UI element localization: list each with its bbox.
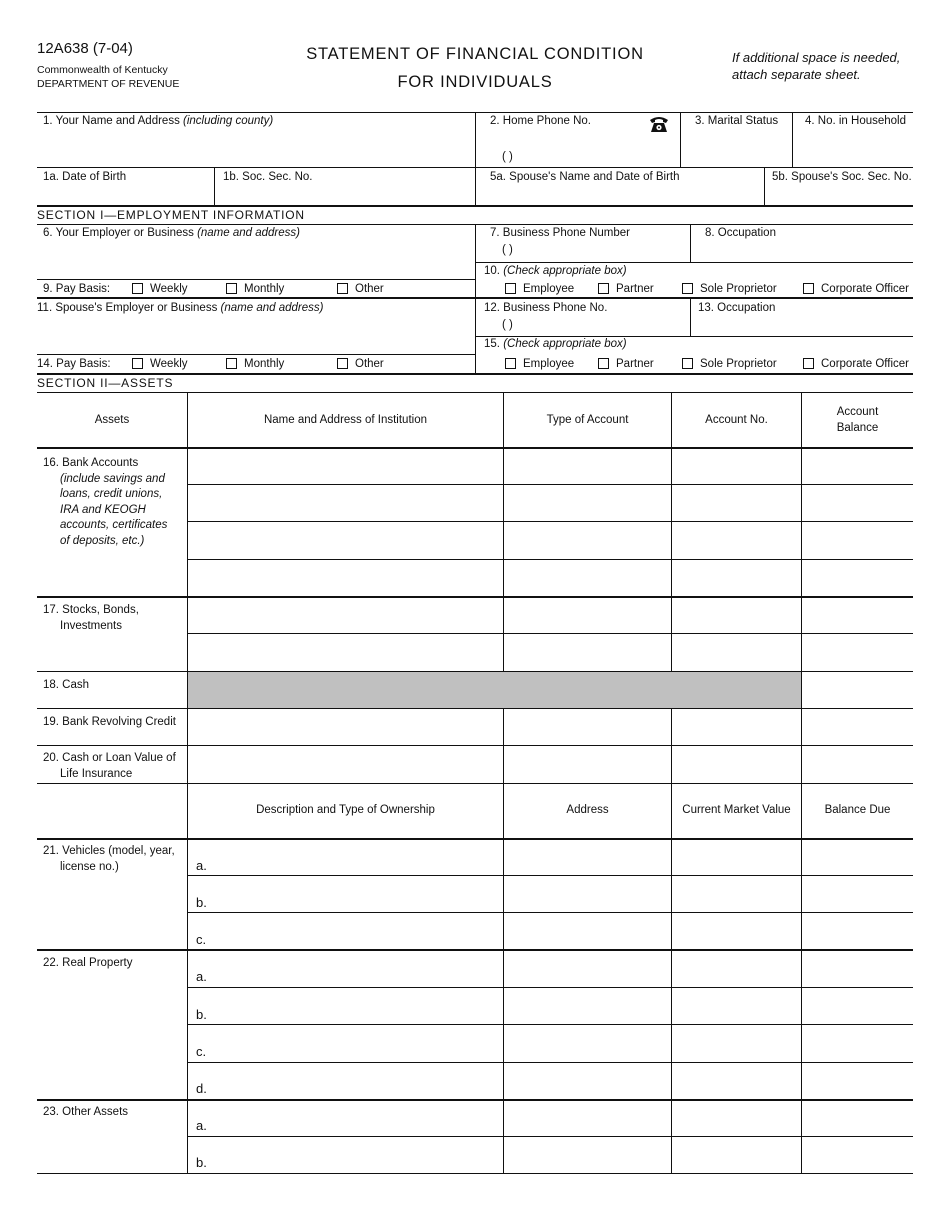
spouse-employee-checkbox[interactable] — [505, 358, 516, 369]
vehicle-a-letter: a. — [196, 858, 207, 873]
col-header-assets: Assets — [94, 414, 130, 426]
spouse-sole-proprietor-label: Sole Proprietor — [700, 358, 777, 370]
form-number: 12A638 (7-04) — [37, 40, 133, 57]
partner-label: Partner — [616, 283, 654, 295]
spouse-business-phone-field[interactable]: ( ) — [502, 319, 513, 331]
form-title-line2: FOR INDIVIDUALS — [397, 73, 553, 91]
pay-weekly-checkbox[interactable] — [132, 283, 143, 294]
spouse-ssn-field[interactable]: 5b. Spouse's Soc. Sec. No. — [772, 171, 912, 183]
spouse-corporate-officer-label: Corporate Officer — [821, 358, 909, 370]
col-header-market-value: Current Market Value — [682, 804, 791, 816]
spouse-employment-type-number: 15. — [484, 338, 500, 350]
real-property-row-label: 22. Real Property — [43, 957, 133, 969]
col-header-balance-due: Balance Due — [824, 804, 891, 816]
spouse-employer-field[interactable] — [37, 302, 323, 314]
property-d-letter: d. — [196, 1081, 207, 1096]
pay-other-label: Other — [355, 283, 384, 295]
bank-accounts-label: 16. Bank Accounts — [43, 457, 139, 469]
pay-other-checkbox[interactable] — [337, 283, 348, 294]
other-assets-row-label: 23. Other Assets — [43, 1106, 129, 1118]
home-phone-label: 2. Home Phone No. — [490, 115, 592, 127]
form-title-line1: STATEMENT OF FINANCIAL CONDITION — [306, 45, 644, 63]
bank-accounts-sub-1: (include savings and — [60, 472, 165, 485]
section-2-title: SECTION II—ASSETS — [37, 376, 174, 390]
pay-monthly-checkbox[interactable] — [226, 283, 237, 294]
sole-proprietor-label: Sole Proprietor — [700, 283, 777, 295]
pay-basis-label: 9. Pay Basis: — [43, 283, 111, 295]
employment-type-number: 10. — [484, 265, 500, 277]
vehicles-row-label — [43, 844, 175, 875]
name-address-hint: (including county) — [183, 115, 274, 127]
spouse-pay-monthly-label: Monthly — [244, 358, 285, 370]
name-address-label: 1. Your Name and Address — [43, 115, 180, 127]
bank-accounts-sub-3: IRA and KEOGH — [60, 503, 146, 516]
ssn-field[interactable]: 1b. Soc. Sec. No. — [223, 171, 313, 183]
household-count-field[interactable]: 4. No. in Household — [805, 115, 907, 127]
vehicles-label-2: license no.) — [60, 860, 119, 873]
property-b-letter: b. — [196, 1007, 207, 1022]
bank-accounts-sub-2: loans, credit unions, — [60, 488, 163, 500]
col-header-description: Description and Type of Ownership — [256, 804, 435, 816]
agency-line1: Commonwealth of Kentucky — [37, 64, 168, 76]
property-a-letter: a. — [196, 969, 207, 984]
life-insurance-row-label — [43, 751, 176, 782]
col-header-account-no: Account No. — [705, 414, 768, 426]
col-header-account-type: Type of Account — [546, 414, 629, 426]
corporate-officer-label: Corporate Officer — [821, 283, 909, 295]
additional-space-note-1: If additional space is needed, — [732, 50, 901, 65]
employment-type-heading — [484, 265, 627, 277]
col-header-institution: Name and Address of Institution — [263, 414, 427, 426]
spouse-pay-other-label: Other — [355, 358, 384, 370]
pay-monthly-label: Monthly — [244, 283, 285, 295]
section-1-title: SECTION I—EMPLOYMENT INFORMATION — [37, 208, 305, 222]
stocks-label-2: Investments — [60, 619, 122, 632]
employee-label: Employee — [523, 283, 575, 295]
name-address-field[interactable] — [43, 115, 273, 127]
employment-type-hint: (Check appropriate box) — [503, 265, 627, 277]
spouse-pay-monthly-checkbox[interactable] — [226, 358, 237, 369]
spouse-sole-proprietor-checkbox[interactable] — [682, 358, 693, 369]
partner-checkbox[interactable] — [598, 283, 609, 294]
bank-accounts-sub-5: of deposits, etc.) — [60, 534, 145, 547]
vehicles-label-1: 21. Vehicles (model, year, — [43, 845, 175, 857]
sole-proprietor-checkbox[interactable] — [682, 283, 693, 294]
additional-space-note-2: attach separate sheet. — [732, 67, 861, 82]
cash-shaded-cells — [188, 672, 801, 708]
employer-hint: (name and address) — [197, 227, 300, 239]
spouse-business-phone-label: 12. Business Phone No. — [484, 302, 608, 314]
spouse-employment-type-heading — [484, 338, 627, 350]
business-phone-field[interactable]: ( ) — [502, 244, 513, 256]
spouse-pay-other-checkbox[interactable] — [337, 358, 348, 369]
marital-status-field[interactable]: 3. Marital Status — [695, 115, 779, 127]
spouse-partner-label: Partner — [616, 358, 654, 370]
spouse-pay-basis-label: 14. Pay Basis: — [37, 358, 111, 370]
spouse-name-dob-field[interactable]: 5a. Spouse's Name and Date of Birth — [490, 171, 680, 183]
col-header-address: Address — [566, 804, 609, 816]
occupation-field[interactable]: 8. Occupation — [705, 227, 776, 239]
date-of-birth-field[interactable]: 1a. Date of Birth — [43, 171, 127, 183]
revolving-credit-row-label: 19. Bank Revolving Credit — [43, 716, 176, 728]
vehicle-b-letter: b. — [196, 895, 207, 910]
business-phone-label: 7. Business Phone Number — [490, 227, 630, 239]
agency-line2: DEPARTMENT OF REVENUE — [37, 78, 180, 90]
spouse-corporate-officer-checkbox[interactable] — [803, 358, 814, 369]
cash-row-label: 18. Cash — [43, 679, 90, 691]
telephone-icon — [648, 114, 670, 134]
other-a-letter: a. — [196, 1118, 207, 1133]
vehicle-c-letter: c. — [196, 932, 207, 947]
col-header-balance-2: Balance — [836, 422, 879, 434]
stocks-row-label — [43, 603, 139, 634]
life-insurance-label-2: Life Insurance — [60, 767, 133, 780]
employer-label: 6. Your Employer or Business — [43, 227, 194, 239]
spouse-employer-label: 11. Spouse's Employer or Business — [37, 302, 218, 314]
pay-weekly-label: Weekly — [150, 283, 188, 295]
employer-field[interactable] — [43, 227, 300, 239]
home-phone-field[interactable]: ( ) — [502, 151, 513, 163]
property-c-letter: c. — [196, 1044, 207, 1059]
spouse-employee-label: Employee — [523, 358, 575, 370]
corporate-officer-checkbox[interactable] — [803, 283, 814, 294]
employee-checkbox[interactable] — [505, 283, 516, 294]
col-header-balance-1: Account — [836, 406, 879, 418]
spouse-employer-hint: (name and address) — [220, 302, 324, 314]
stocks-label-1: 17. Stocks, Bonds, — [43, 604, 139, 616]
other-b-letter: b. — [196, 1155, 207, 1170]
spouse-pay-weekly-checkbox[interactable] — [132, 358, 143, 369]
spouse-partner-checkbox[interactable] — [598, 358, 609, 369]
bank-accounts-sub-4: accounts, certificates — [60, 519, 168, 531]
bank-accounts-row-label — [43, 456, 167, 549]
life-insurance-label-1: 20. Cash or Loan Value of — [43, 752, 176, 764]
spouse-employment-type-hint: (Check appropriate box) — [503, 338, 627, 350]
spouse-pay-weekly-label: Weekly — [150, 358, 188, 370]
spouse-occupation-field[interactable]: 13. Occupation — [698, 302, 776, 314]
